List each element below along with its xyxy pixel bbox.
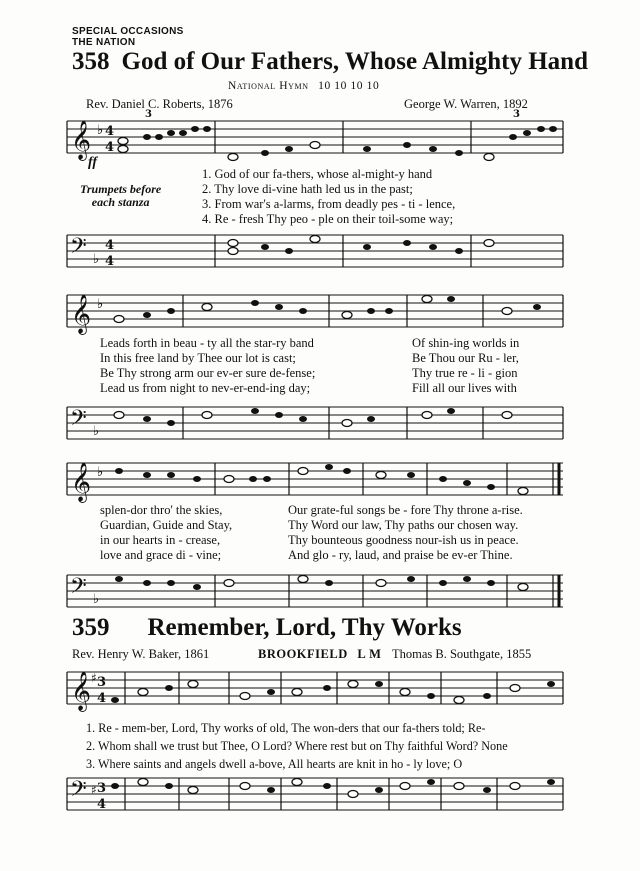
meter: 10 10 10 10 <box>318 80 380 92</box>
hymn-358-heading <box>72 48 588 76</box>
lyric-line: in our hearts in - crease, <box>100 533 221 547</box>
lyric-line: Fill all our lives with <box>412 381 517 395</box>
svg-text:♭: ♭ <box>93 592 100 607</box>
svg-text:𝄢: 𝄢 <box>70 574 87 604</box>
svg-text:4: 4 <box>97 691 107 706</box>
hymn-359-heading <box>72 614 462 642</box>
lyrics-system-3 <box>100 503 232 563</box>
svg-text:♯: ♯ <box>91 783 97 797</box>
tune-name: National Hymn <box>228 80 309 92</box>
bass-staff-1 <box>67 235 567 275</box>
svg-text:♭: ♭ <box>97 297 104 312</box>
tune-line <box>228 80 379 92</box>
svg-text:4: 4 <box>105 140 115 155</box>
svg-text:3: 3 <box>97 675 107 690</box>
hymn-title: Remember, Lord, Thy Works <box>147 614 462 641</box>
words-credit: Rev. Henry W. Baker, 1861 <box>72 647 210 661</box>
lyric-line: Lead us from night to nev-er-end-ing day; <box>100 381 311 395</box>
bass-staff-3 <box>67 575 567 615</box>
lyric-line: Our grate-ful songs be - fore Thy throne a-rise. <box>288 503 523 517</box>
svg-text:♭: ♭ <box>97 465 104 480</box>
lyrics-system-1 <box>202 167 455 227</box>
lyric-line: Thy Word our law, Thy paths our chosen way. <box>288 518 519 532</box>
tune-name: BROOKFIELD <box>258 647 348 661</box>
svg-text:𝄞: 𝄞 <box>71 120 92 160</box>
svg-text:♭: ♭ <box>93 424 100 439</box>
words-credit: Rev. Daniel C. Roberts, 1876 <box>86 97 233 111</box>
treble-staff-3 <box>67 463 567 503</box>
svg-text:𝄢: 𝄢 <box>70 777 87 807</box>
svg-text:𝄞: 𝄞 <box>71 671 92 711</box>
subsection-title: THE NATION <box>72 37 136 48</box>
svg-text:3: 3 <box>145 109 152 120</box>
svg-text:3: 3 <box>513 109 520 120</box>
svg-text:𝄢: 𝄢 <box>70 406 87 436</box>
svg-text:♭: ♭ <box>93 252 100 267</box>
lyric-line: Leads forth in beau - ty all the star-ry band <box>100 336 314 350</box>
lyric-line: 3. Where saints and angels dwell a-bove, All hearts are knit in ho - ly love; O <box>86 757 463 771</box>
lyrics-system-3-end <box>288 503 523 563</box>
bass-staff-4 <box>67 778 567 818</box>
lyric-line: And glo - ry, laud, and praise be ev-er Thine. <box>288 548 513 562</box>
lyric-line: In this free land by Thee our lot is cast; <box>100 351 296 365</box>
lyric-line: Thy true re - li - gion <box>412 366 518 380</box>
lyrics-system-2 <box>100 336 315 396</box>
hymn-title: God of Our Fathers, Whose Almighty Hand <box>121 48 588 75</box>
lyric-line: Thy bounteous goodness nour-ish us in peace. <box>288 533 519 547</box>
svg-text:3: 3 <box>97 781 107 796</box>
svg-text:𝄢: 𝄢 <box>70 234 87 264</box>
svg-text:4: 4 <box>105 254 115 269</box>
lyric-line: splen-dor thro' the skies, <box>100 503 223 517</box>
treble-staff-4 <box>67 672 567 712</box>
svg-text:4: 4 <box>97 797 107 812</box>
hymn-number: 358 <box>72 48 110 75</box>
rubric-line: each stanza <box>91 195 150 209</box>
section-title: SPECIAL OCCASIONS <box>72 26 184 37</box>
section-header <box>72 26 184 48</box>
music-credit: George W. Warren, 1892 <box>404 97 528 111</box>
lyric-line: Of shin-ing worlds in <box>412 336 520 350</box>
lyric-line: love and grace di - vine; <box>100 548 222 562</box>
lyric-line: 4. Re - fresh Thy peo - ple on their toil-some way; <box>202 212 454 226</box>
lyrics-system-2-end <box>412 336 519 396</box>
bass-staff-2 <box>67 407 567 447</box>
treble-staff-1 <box>67 109 567 171</box>
lyric-line: 2. Thy love di-vine hath led us in the past; <box>202 182 413 196</box>
lyric-line: Be Thy strong arm our ev-er sure de-fense; <box>100 366 316 380</box>
lyric-line: Guardian, Guide and Stay, <box>100 518 233 532</box>
lyrics-hymn-359 <box>86 721 508 772</box>
svg-text:𝄞: 𝄞 <box>71 294 92 334</box>
svg-text:♭: ♭ <box>97 123 104 138</box>
performance-rubric <box>80 183 161 209</box>
lyric-line: Be Thou our Ru - ler, <box>412 351 519 365</box>
rubric-line: Trumpets before <box>80 182 162 196</box>
music-credit: Thomas B. Southgate, 1855 <box>392 647 532 661</box>
svg-text:♯: ♯ <box>91 671 97 685</box>
hymn-number: 359 <box>72 614 110 641</box>
dynamic-marking: ff <box>88 155 98 170</box>
lyric-line: 2. Whom shall we trust but Thee, O Lord? Where rest but on Thy faithful Word? None <box>86 739 508 753</box>
lyric-line: 1. God of our fa-thers, whose al-might-y hand <box>202 167 433 181</box>
meter: L M <box>357 647 382 661</box>
svg-text:𝄞: 𝄞 <box>71 462 92 502</box>
lyric-line: 1. Re - mem-ber, Lord, Thy works of old, The won-ders that our fa-thers told; Re- <box>86 721 486 735</box>
lyric-line: 3. From war's a-larms, from deadly pes - ti - lence, <box>202 197 456 211</box>
svg-text:4: 4 <box>105 124 115 139</box>
tune-line <box>258 647 381 662</box>
treble-staff-2 <box>67 295 567 335</box>
svg-text:4: 4 <box>105 238 115 253</box>
